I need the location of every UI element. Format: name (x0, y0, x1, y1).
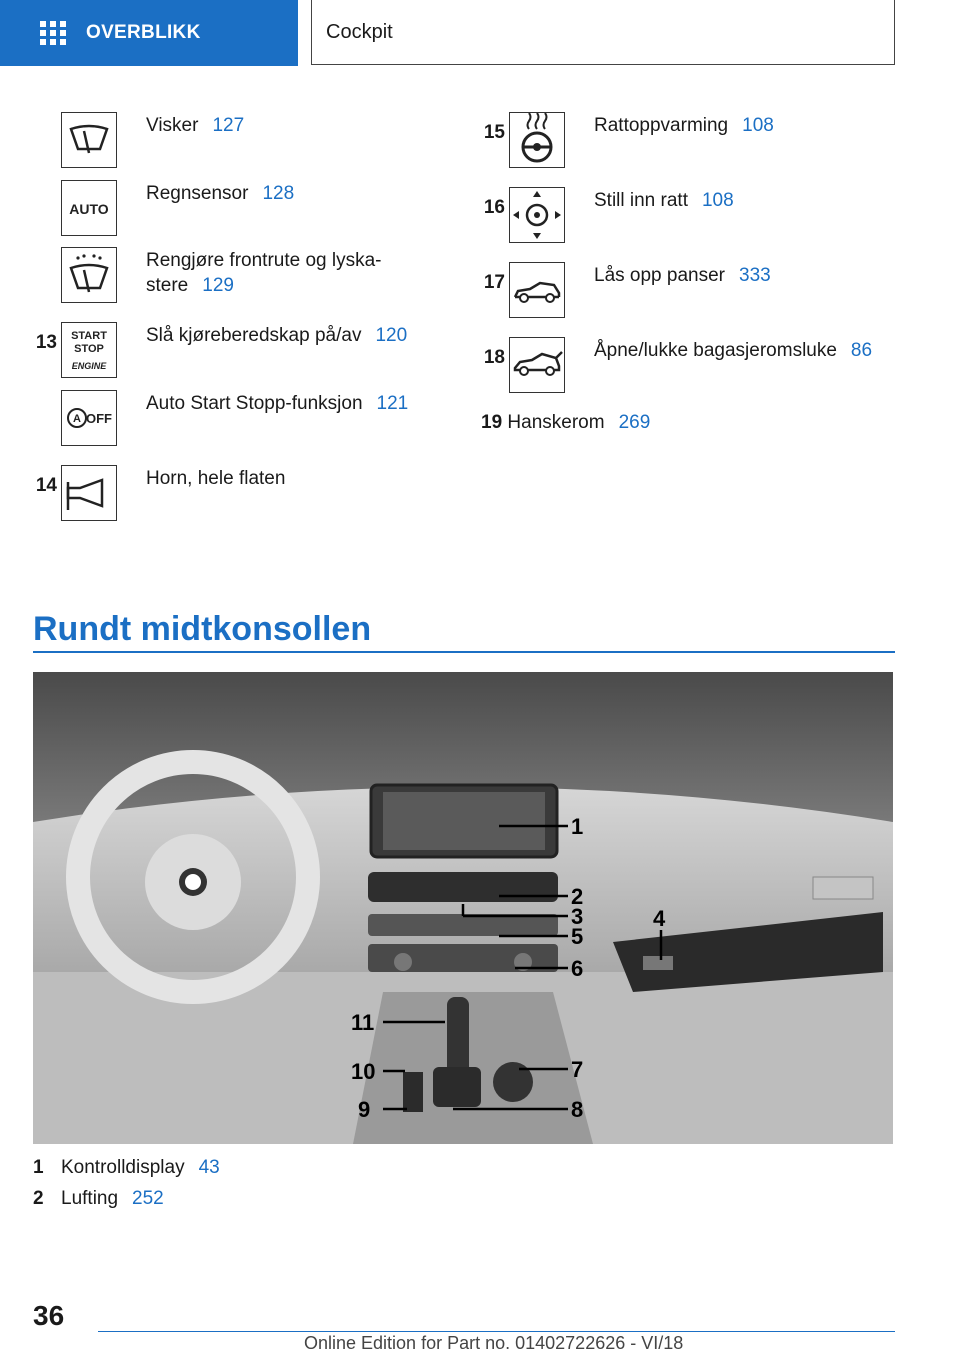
overview-tab[interactable] (0, 0, 298, 66)
item-label: Auto Start Stopp-funksjon (146, 393, 363, 414)
start-icon-text: START (71, 330, 107, 342)
callout-3: 3 (571, 904, 584, 929)
item-label: Åpne/lukke bagasjeromsluke (594, 340, 837, 361)
page-ref[interactable]: 120 (375, 325, 408, 346)
legend-item (33, 1157, 220, 1179)
legend-label: Lufting (61, 1188, 119, 1209)
page-ref[interactable]: 252 (132, 1188, 164, 1209)
section-divider (33, 651, 895, 653)
steering-heat-icon (509, 112, 565, 168)
legend-label: Kontrolldisplay (61, 1157, 185, 1178)
page-ref[interactable]: 269 (618, 412, 651, 433)
engine-icon-text: ENGINE (71, 361, 107, 371)
wiper-icon (61, 112, 117, 168)
item-label: Regnsensor (146, 183, 249, 204)
stop-icon-text: STOP (74, 343, 104, 355)
page-ref[interactable]: 129 (202, 275, 234, 296)
item-number: 17 (483, 272, 505, 293)
section-title: Rundt midtkonsollen (33, 610, 372, 648)
page-ref[interactable]: 121 (376, 393, 409, 414)
item-label: Still inn ratt (594, 190, 688, 211)
item-number: 19 (481, 412, 503, 433)
auto-start-stop-off-icon (61, 390, 117, 446)
page-ref[interactable]: 43 (198, 1157, 220, 1178)
footer-edition-text: Online Edition for Part no. 01402722626 - VI/18 (304, 1333, 684, 1353)
center-console-illustration (33, 672, 893, 1144)
page-header (0, 0, 960, 66)
legend-number: 2 (33, 1188, 44, 1209)
item-number: 14 (35, 475, 57, 496)
item-label-line1: Rengjøre frontrute og lyska- (146, 250, 382, 271)
item-label: Lås opp panser (594, 265, 725, 286)
item-number: 18 (483, 347, 505, 368)
callout-10: 10 (351, 1059, 376, 1084)
auto-icon-text: AUTO (69, 201, 109, 217)
callout-7: 7 (571, 1057, 584, 1082)
callout-2: 2 (571, 884, 584, 909)
page-ref[interactable]: 108 (701, 190, 734, 211)
item-number: 15 (483, 122, 505, 143)
hood-release-icon (509, 262, 565, 318)
horn-icon (61, 465, 117, 521)
section-tab[interactable] (311, 0, 895, 65)
trunk-icon (509, 337, 565, 393)
start-stop-engine-icon (61, 322, 117, 378)
page-ref[interactable]: 127 (212, 115, 245, 136)
item-label: Rattoppvarming (594, 115, 729, 136)
callout-4: 4 (653, 906, 666, 931)
page-ref[interactable]: 128 (262, 183, 295, 204)
overview-tab-label: OVERBLIKK (86, 22, 201, 43)
item-label-line2: stere (146, 275, 189, 296)
legend-number: 1 (33, 1157, 44, 1178)
steering-adjust-icon (509, 187, 565, 243)
washer-icon (61, 247, 117, 303)
item-number: 16 (483, 197, 505, 218)
page-ref[interactable]: 108 (742, 115, 774, 136)
footer-divider (98, 1331, 895, 1332)
item-number: 13 (35, 332, 57, 353)
callout-1: 1 (571, 814, 584, 839)
list-item (481, 412, 650, 434)
callout-8: 8 (571, 1097, 584, 1122)
callout-9: 9 (358, 1097, 371, 1122)
item-label: Slå kjøreberedskap på/av (146, 325, 362, 346)
page-number: 36 (33, 1300, 65, 1331)
item-label: Visker (146, 115, 199, 136)
section-tab-label: Cockpit (326, 20, 393, 43)
rain-sensor-auto-icon (61, 180, 117, 236)
page-ref[interactable]: 333 (739, 265, 771, 286)
callout-5: 5 (571, 924, 584, 949)
legend-item (33, 1188, 164, 1210)
page-ref[interactable]: 86 (850, 340, 873, 361)
callout-6: 6 (571, 956, 584, 981)
item-label: Hanskerom (507, 412, 605, 433)
off-icon-text: OFF (86, 411, 112, 426)
item-label: Horn, hele flaten (146, 468, 286, 489)
svg-text:A: A (73, 413, 81, 425)
grid-menu-icon (40, 21, 66, 45)
callout-11: 11 (351, 1010, 375, 1035)
